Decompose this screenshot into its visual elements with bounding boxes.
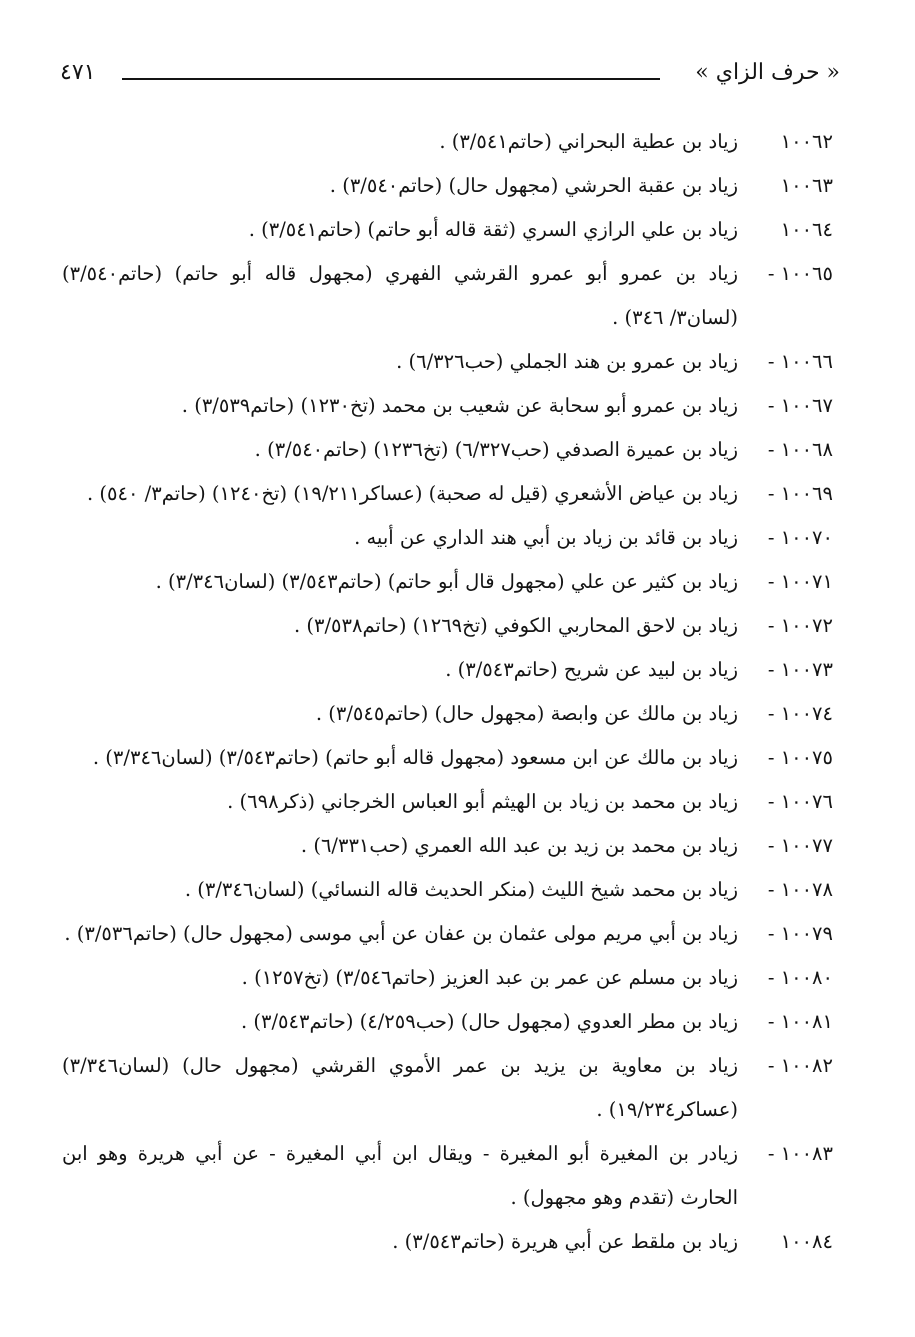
list-item <box>62 252 833 340</box>
entry-text: زياد بن ملقط عن أبي هريرة (حاتم٣/٥٤٣) . <box>392 1230 738 1253</box>
entry-number: ١٠٠٧٥ - <box>767 746 833 769</box>
entry-number: ١٠٠٧٩ - <box>767 922 833 945</box>
entry-text: زياد بن مالك عن ابن مسعود (مجهول قاله أبو حاتم) (حاتم٣/٥٤٣) (لسان٣/٣٤٦) . <box>92 746 738 769</box>
entry-number: ١٠٠٧٨ - <box>767 878 833 901</box>
list-item <box>62 560 833 604</box>
chapter-title: « حرف الزاي » <box>695 60 840 85</box>
list-item <box>62 384 833 428</box>
entry-list <box>62 120 833 1264</box>
list-item <box>62 692 833 736</box>
entry-text: زياد بن محمد بن زيد بن عبد الله العمري (حب٦/٣٣١) . <box>300 834 738 857</box>
list-item <box>62 648 833 692</box>
entry-text: زياد بن أبي مريم مولى عثمان بن عفان عن أبي موسى (مجهول حال) (حاتم٣/٥٣٦) . <box>64 922 738 945</box>
entry-text: زياد بن لاحق المحاربي الكوفي (تخ١٢٦٩) (حاتم٣/٥٣٨) . <box>293 614 738 637</box>
list-item <box>62 1220 833 1264</box>
entry-text: زيادر بن المغيرة أبو المغيرة - ويقال ابن أبي المغيرة - عن أبي هريرة وهو ابن الحارث (تقدم وهو مجهول) . <box>62 1142 738 1209</box>
entry-text: زياد بن مسلم عن عمر بن عبد العزيز (حاتم٣/٥٤٦) (تخ١٢٥٧) . <box>241 966 738 989</box>
entry-number: ١٠٠٦٥ - <box>767 262 833 285</box>
entry-text: زياد بن مالك عن وابصة (مجهول حال) (حاتم٣/٥٤٥) . <box>315 702 738 725</box>
page-number: ٤٧١ <box>60 60 96 85</box>
entry-text: زياد بن مطر العدوي (مجهول حال) (حب٤/٢٥٩) (حاتم٣/٥٤٣) . <box>240 1010 738 1033</box>
entry-number: ١٠٠٨٢ - <box>767 1054 833 1077</box>
list-item <box>62 340 833 384</box>
entry-number: ١٠٠٦٩ - <box>767 482 833 505</box>
entry-text: زياد بن عقبة الحرشي (مجهول حال) (حاتم٣/٥٤٠) . <box>329 174 738 197</box>
list-item <box>62 604 833 648</box>
entry-number: ١٠٠٦٣ <box>780 174 833 197</box>
entry-number: ١٠٠٨١ - <box>767 1010 833 1033</box>
entry-number: ١٠٠٦٦ - <box>767 350 833 373</box>
entry-text: زياد بن عمرو بن هند الجملي (حب٦/٣٢٦) . <box>396 350 738 373</box>
entry-text: زياد بن قائد بن زياد بن أبي هند الداري عن أبيه . <box>354 526 738 549</box>
header-rule <box>122 78 660 80</box>
entry-number: ١٠٠٧٦ - <box>767 790 833 813</box>
entry-number: ١٠٠٧٤ - <box>767 702 833 725</box>
entry-text: زياد بن لبيد عن شريح (حاتم٣/٥٤٣) . <box>445 658 738 681</box>
page-header <box>60 56 840 96</box>
entry-number: ١٠٠٧٧ - <box>767 834 833 857</box>
list-item <box>62 472 833 516</box>
entry-text: زياد بن عمرو أبو عمرو القرشي الفهري (مجهول قاله أبو حاتم) (حاتم٣/٥٤٠) (لسان٣/ ٣٤٦) . <box>62 262 738 329</box>
list-item <box>62 428 833 472</box>
entry-text: زياد بن محمد بن زياد بن الهيثم أبو العباس الخرجاني (ذكر٦٩٨) . <box>227 790 738 813</box>
entry-text: زياد بن عمرو أبو سحابة عن شعيب بن محمد (تخ١٢٣٠) (حاتم٣/٥٣٩) . <box>181 394 738 417</box>
entry-number: ١٠٠٨٣ - <box>767 1142 833 1165</box>
list-item <box>62 912 833 956</box>
entry-text: زياد بن محمد شيخ الليث (منكر الحديث قاله النسائي) (لسان٣/٣٤٦) . <box>184 878 738 901</box>
entry-number: ١٠٠٦٤ <box>780 218 833 241</box>
entry-number: ١٠٠٦٧ - <box>767 394 833 417</box>
entry-number: ١٠٠٧٢ - <box>767 614 833 637</box>
list-item <box>62 1044 833 1132</box>
list-item <box>62 824 833 868</box>
entry-text: زياد بن كثير عن علي (مجهول قال أبو حاتم) (حاتم٣/٥٤٣) (لسان٣/٣٤٦) . <box>155 570 738 593</box>
list-item <box>62 208 833 252</box>
entry-number: ١٠٠٧٣ - <box>767 658 833 681</box>
list-item <box>62 164 833 208</box>
list-item <box>62 868 833 912</box>
entry-text: زياد بن معاوية بن يزيد بن عمر الأموي القرشي (مجهول حال) (لسان٣/٣٤٦) (عساكر١٩/٢٣٤) . <box>62 1054 738 1121</box>
entry-number: ١٠٠٦٢ <box>780 130 833 153</box>
entry-number: ١٠٠٦٨ - <box>767 438 833 461</box>
entry-number: ١٠٠٧٠ - <box>767 526 833 549</box>
list-item <box>62 516 833 560</box>
entry-text: زياد بن عياض الأشعري (قيل له صحبة) (عساكر١٩/٢١١) (تخ١٢٤٠) (حاتم٣/ ٥٤٠) . <box>87 482 738 505</box>
list-item <box>62 120 833 164</box>
entry-text: زياد بن علي الرازي السري (ثقة قاله أبو حاتم) (حاتم٣/٥٤١) . <box>248 218 738 241</box>
entry-number: ١٠٠٨٤ <box>780 1230 833 1253</box>
entry-number: ١٠٠٧١ - <box>767 570 833 593</box>
entry-number: ١٠٠٨٠ - <box>767 966 833 989</box>
list-item <box>62 736 833 780</box>
entry-text: زياد بن عطية البحراني (حاتم٣/٥٤١) . <box>439 130 738 153</box>
entry-text: زياد بن عميرة الصدفي (حب٦/٣٢٧) (تخ١٢٣٦) (حاتم٣/٥٤٠) . <box>254 438 738 461</box>
list-item <box>62 780 833 824</box>
list-item <box>62 956 833 1000</box>
list-item <box>62 1132 833 1220</box>
list-item <box>62 1000 833 1044</box>
